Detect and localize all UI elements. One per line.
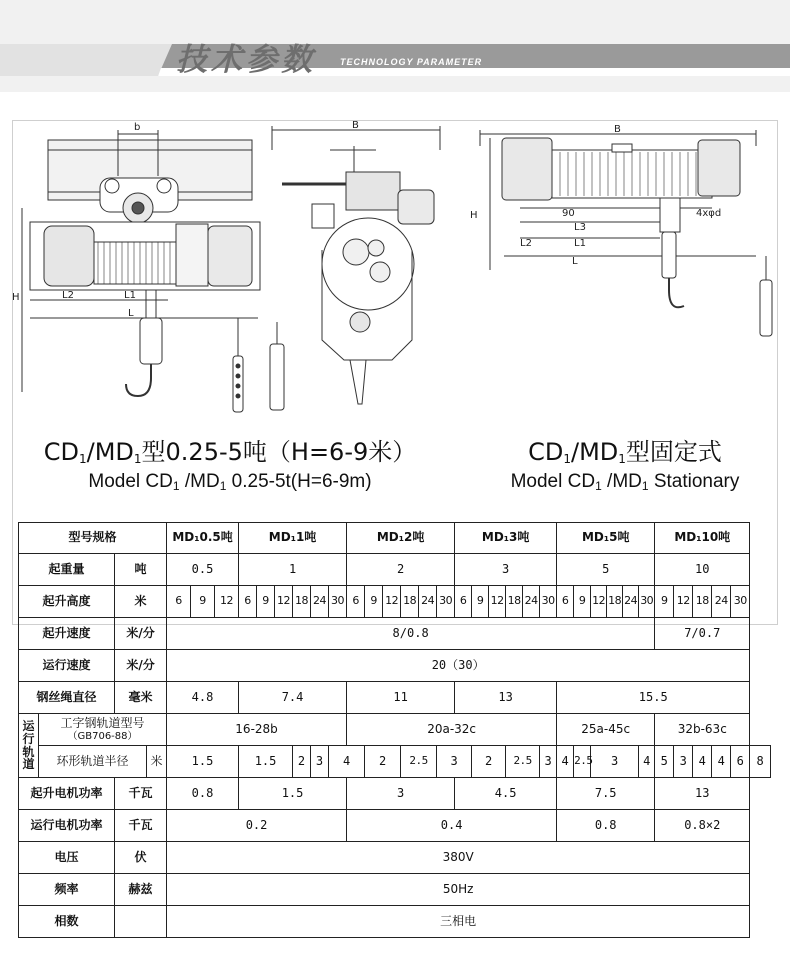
model-header: MD₁1吨 [239, 523, 347, 554]
table-cell: 9 [365, 586, 383, 618]
table-cell: 18 [293, 586, 311, 618]
table-cell: 15.5 [557, 682, 750, 714]
model-header: MD₁3吨 [455, 523, 557, 554]
table-row-travel-speed [19, 650, 771, 682]
row-unit: 米 [115, 586, 167, 618]
row-label: 起升电机功率 [19, 778, 115, 810]
row-unit: 赫兹 [115, 874, 167, 906]
beam-label: 工字钢轨道型号 [60, 715, 145, 730]
table-cell: 18 [401, 586, 419, 618]
spec-label: 型号规格 [19, 523, 167, 554]
table-cell: 50Hz [167, 874, 750, 906]
row-label: 频率 [19, 874, 115, 906]
table-cell: 6 [455, 586, 472, 618]
table-cell: 30 [329, 586, 347, 618]
model-header: MD₁2吨 [347, 523, 455, 554]
row-label: 起重量 [19, 554, 115, 586]
table-cell: 1.5 [167, 746, 239, 778]
table-cell: 30 [437, 586, 455, 618]
table-cell: 9 [191, 586, 215, 618]
dim-label-stat-l: L [572, 256, 578, 267]
table-cell: 24 [311, 586, 329, 618]
table-cell: 3 [455, 554, 557, 586]
table-row-voltage [19, 842, 771, 874]
table-cell: 3 [437, 746, 472, 778]
row-unit: 米/分 [115, 650, 167, 682]
table-cell: 30 [540, 586, 557, 618]
table-cell: 9 [472, 586, 489, 618]
table-cell: 30 [731, 586, 750, 618]
table-cell: 1.5 [239, 778, 347, 810]
table-cell: 0.8×2 [655, 810, 750, 842]
dim-label-side-b: B [352, 120, 359, 131]
table-row-travel-motor [19, 810, 771, 842]
table-cell: 8 [750, 746, 771, 778]
table-cell: 20a-32c [347, 714, 557, 746]
table-cell: 0.4 [347, 810, 557, 842]
row-label: 起升高度 [19, 586, 115, 618]
dim-label-h: H [12, 292, 20, 303]
dim-label-stat-l1: L1 [574, 238, 586, 249]
table-row-capacity [19, 554, 771, 586]
table-cell: 0.5 [167, 554, 239, 586]
table-cell: 9 [257, 586, 275, 618]
dim-label-l: L [128, 308, 134, 319]
table-cell: 3 [674, 746, 693, 778]
dim-label-l1: L1 [124, 290, 136, 301]
row-label: 相数 [19, 906, 115, 938]
table-row-track-radius [19, 746, 771, 778]
dim-label-stat-b: B [614, 124, 621, 135]
table-cell: 3 [347, 778, 455, 810]
front-view-drawing [22, 130, 284, 412]
caption-left-en: Model $CD_1$ $/MD_1$ 0.25-5t(H=6-9m) [88, 471, 372, 493]
caption-right [470, 432, 780, 493]
model-header: MD₁5吨 [557, 523, 655, 554]
table-cell: 3 [540, 746, 557, 778]
radius-label: 环形轨道半径 [39, 746, 147, 778]
table-cell: 18 [607, 586, 623, 618]
table-cell: 10 [655, 554, 750, 586]
table-row-lift-speed [19, 618, 771, 650]
table-cell: 3 [591, 746, 639, 778]
row-label: 起升速度 [19, 618, 115, 650]
row-unit: 米/分 [115, 618, 167, 650]
row-label: 运行速度 [19, 650, 115, 682]
row-unit: 伏 [115, 842, 167, 874]
table-cell: 24 [712, 586, 731, 618]
row-label: 运行电机功率 [19, 810, 115, 842]
table-row-lift-height [19, 586, 771, 618]
table-cell: 5 [557, 554, 655, 586]
table-cell: 8/0.8 [167, 618, 655, 650]
table-row-frequency [19, 874, 771, 906]
table-row-track-beam [19, 714, 771, 746]
table-cell: 9 [574, 586, 591, 618]
table-cell: 7.4 [239, 682, 347, 714]
dim-label-90: 90 [562, 208, 575, 219]
table-cell: 2 [472, 746, 506, 778]
table-cell: 18 [693, 586, 712, 618]
table-cell: 12 [591, 586, 607, 618]
section-title: 技术参数 [176, 42, 316, 78]
table-cell: 4 [329, 746, 365, 778]
table-cell: 2.5 [506, 746, 540, 778]
table-cell: 7.5 [557, 778, 655, 810]
table-cell: 12 [674, 586, 693, 618]
row-label: 电压 [19, 842, 115, 874]
table-cell: 2 [293, 746, 311, 778]
table-cell: 12 [383, 586, 401, 618]
table-cell: 6 [239, 586, 257, 618]
table-cell: 7/0.7 [655, 618, 750, 650]
table-cell: 12 [275, 586, 293, 618]
table-cell: 9 [655, 586, 674, 618]
parameter-table [18, 522, 771, 938]
stationary-view-drawing [480, 130, 772, 336]
dim-label-stat-h: H [470, 210, 478, 221]
caption-right-cn: $CD_1/MD_1$型固定式 [528, 438, 722, 466]
table-row-model [19, 523, 771, 554]
table-cell: 30 [639, 586, 655, 618]
dim-label-l3: L3 [574, 222, 586, 233]
table-cell: 16-28b [167, 714, 347, 746]
table-cell: 三相电 [167, 906, 750, 938]
table-cell: 12 [215, 586, 239, 618]
dim-label-b: b [134, 122, 141, 133]
table-cell: 24 [623, 586, 639, 618]
table-cell: 1.5 [239, 746, 293, 778]
table-cell: 2.5 [401, 746, 437, 778]
side-view-drawing [272, 126, 440, 404]
row-unit: 千瓦 [115, 810, 167, 842]
dim-label-stat-l2: L2 [520, 238, 532, 249]
caption-right-en: Model $CD_1$ $/MD_1$ Stationary [510, 471, 740, 493]
table-cell: 380V [167, 842, 750, 874]
dim-label-l2: L2 [62, 290, 74, 301]
table-cell: 4 [693, 746, 712, 778]
table-cell: 18 [506, 586, 523, 618]
section-subtitle: TECHNOLOGY PARAMETER [340, 57, 483, 67]
beam-label-cell [39, 714, 167, 746]
table-row-lift-motor [19, 778, 771, 810]
table-cell: 2 [347, 554, 455, 586]
table-cell: 0.2 [167, 810, 347, 842]
table-cell: 5 [655, 746, 674, 778]
table-cell: 24 [523, 586, 540, 618]
table-cell: 4 [712, 746, 731, 778]
beam-standard: （GB706-88） [67, 730, 138, 742]
table-cell: 2.5 [574, 746, 591, 778]
table-row-rope-diameter [19, 682, 771, 714]
caption-left-cn: $CD_1/MD_1$型0.25-5吨（H=6-9米） [43, 438, 417, 466]
model-header: MD₁0.5吨 [167, 523, 239, 554]
table-cell: 25a-45c [557, 714, 655, 746]
table-cell: 2 [365, 746, 401, 778]
table-row-phase [19, 906, 771, 938]
table-cell: 24 [419, 586, 437, 618]
table-cell: 4.5 [455, 778, 557, 810]
dim-label-hole: 4xφd [696, 208, 722, 219]
radius-unit: 米 [147, 746, 167, 778]
table-cell: 0.8 [557, 810, 655, 842]
table-cell: 4.8 [167, 682, 239, 714]
row-unit: 吨 [115, 554, 167, 586]
table-cell: 3 [311, 746, 329, 778]
table-cell: 0.8 [167, 778, 239, 810]
table-cell: 13 [655, 778, 750, 810]
track-label: 运行轨道 [19, 714, 39, 778]
row-unit-empty [115, 906, 167, 938]
table-cell: 12 [489, 586, 506, 618]
table-cell: 1 [239, 554, 347, 586]
table-cell: 13 [455, 682, 557, 714]
row-unit: 千瓦 [115, 778, 167, 810]
table-cell: 4 [639, 746, 655, 778]
table-cell: 20（30） [167, 650, 750, 682]
table-cell: 6 [557, 586, 574, 618]
caption-left [30, 432, 430, 493]
table-cell: 32b-63c [655, 714, 750, 746]
model-header: MD₁10吨 [655, 523, 750, 554]
row-label: 钢丝绳直径 [19, 682, 115, 714]
table-cell: 6 [347, 586, 365, 618]
table-cell: 6 [731, 746, 750, 778]
table-cell: 6 [167, 586, 191, 618]
row-unit: 毫米 [115, 682, 167, 714]
table-cell: 11 [347, 682, 455, 714]
table-cell: 4 [557, 746, 574, 778]
